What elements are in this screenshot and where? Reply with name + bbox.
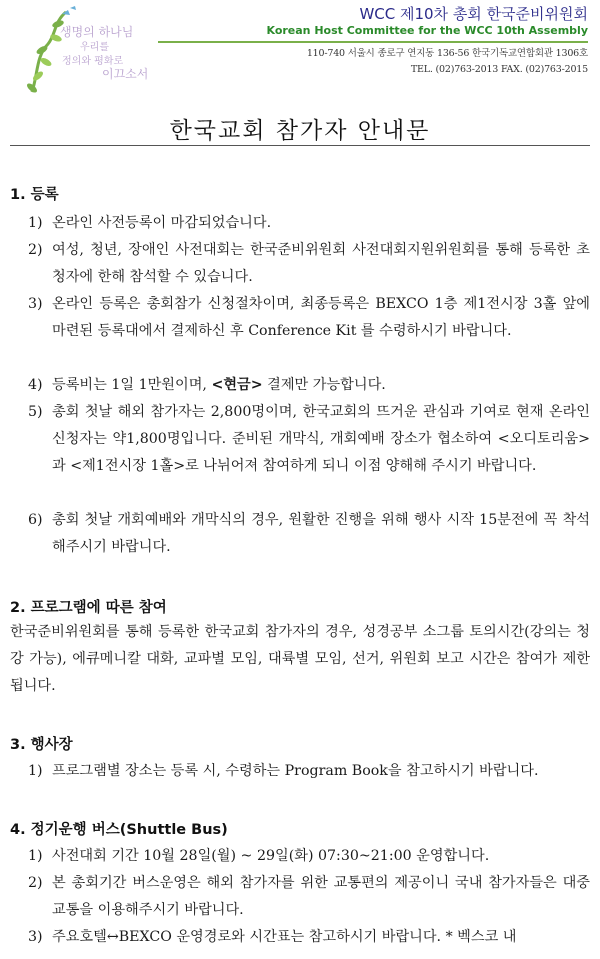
item-text: 본 총회기간 버스운영은 해외 참가자를 위한 교통편의 제공이니 국내 참가자들은 대중교통을 이용해주시기 바랍니다. (52, 875, 590, 918)
list-item (28, 237, 590, 291)
item-number: 1) (28, 848, 43, 864)
cash-only-label: <현금> (211, 377, 263, 393)
item-text: 온라인 사전등록이 마감되었습니다. (52, 215, 272, 231)
list-item (28, 924, 590, 951)
org-name-korean: WCC 제10차 총회 한국준비위원회 (359, 5, 588, 23)
item-text-before: 등록비는 1일 1만원이며, (52, 377, 212, 393)
item-number: 4) (28, 377, 43, 393)
item-text: 사전대회 기간 10월 28일(월) ~ 29일(화) 07:30~21:00 운영합니다. (52, 848, 490, 864)
list-item (28, 758, 590, 785)
item-text: 총회 첫날 해외 참가자는 2,800명이며, 한국교회의 뜨거운 관심과 기여로 현재 온라인 신청자는 약1,800명입니다. 준비된 개막식, 개회예배 장소가 협소하여 <오디토리움>과 <제1전시장 1홀>로 나뉘어져 참여하게 되니 이점 양해해 주시기 바랍니다. (52, 404, 590, 474)
list-item (28, 507, 590, 561)
list-item (28, 870, 590, 924)
program-paragraph: 한국준비위원회를 통해 등록한 한국교회 참가자의 경우, 성경공부 소그룹 토의시간(강의는 청강 가능), 에큐메니칼 대화, 교파별 모임, 대륙별 모임, 선거, 위원회 보고 시간은 참여가 제한됩니다. (10, 624, 590, 694)
item-text-after: 결제만 가능합니다. (262, 377, 386, 393)
item-number: 1) (28, 215, 43, 231)
item-text (52, 372, 590, 399)
list-item (28, 399, 590, 480)
logo-text-1: 생명의 하나님 (60, 25, 134, 39)
section-heading-venue: 3. 행사장 (10, 737, 73, 753)
section-heading-program: 2. 프로그램에 따른 참여 (10, 600, 167, 616)
logo-text-4: 이끄소서 (102, 67, 149, 81)
item-text: 온라인 등록은 총회참가 신청절차이며, 최종등록은 BEXCO 1층 제1전시장 3홀 앞에 마련된 등록대에서 결제하신 후 Conference Kit 를 수령하시기 바랍니다. (52, 296, 590, 339)
org-contact: TEL. (02)763-2013 FAX. (02)763-2015 (410, 64, 588, 75)
list-item (28, 372, 590, 399)
logo-text-3: 정의와 평화로 (62, 56, 124, 67)
list-item (28, 210, 590, 237)
item-number: 1) (28, 763, 43, 779)
letterhead (158, 4, 588, 78)
item-text: 프로그램별 장소는 등록 시, 수령하는 Program Book을 참고하시기 바랍니다. (52, 763, 539, 779)
item-number: 3) (28, 296, 43, 312)
item-number: 5) (28, 404, 43, 420)
title-divider (10, 145, 590, 146)
item-text: 총회 첫날 개회예배와 개막식의 경우, 원활한 진행을 위해 행사 시작 15분전에 꼭 착석해주시기 바랍니다. (52, 512, 590, 555)
document-title: 한국교회 참가자 안내문 (169, 118, 431, 144)
letterhead-divider (158, 41, 588, 43)
org-name-english: Korean Host Committee for the WCC 10th Assembly (266, 24, 588, 37)
list-item (28, 843, 590, 870)
section-heading-registration: 1. 등록 (10, 187, 59, 203)
item-text: 주요호텔↔BEXCO 운영경로와 시간표는 참고하시기 바랍니다. * 벡스코 내 (52, 929, 517, 945)
item-number: 2) (28, 242, 43, 258)
item-text: 여성, 청년, 장애인 사전대회는 한국준비위원회 사전대회지원위원회를 통해 등록한 초청자에 한해 참석할 수 있습니다. (52, 242, 590, 285)
item-number: 2) (28, 875, 43, 891)
item-number: 6) (28, 512, 43, 528)
section-heading-shuttle: 4. 정기운행 버스(Shuttle Bus) (10, 822, 228, 838)
list-item (28, 291, 590, 345)
item-number: 3) (28, 929, 43, 945)
org-address: 110-740 서울시 종로구 연지동 136-56 한국기독교연합회관 1306호 (306, 48, 588, 59)
logo-text-2: 우리를 (80, 42, 109, 53)
